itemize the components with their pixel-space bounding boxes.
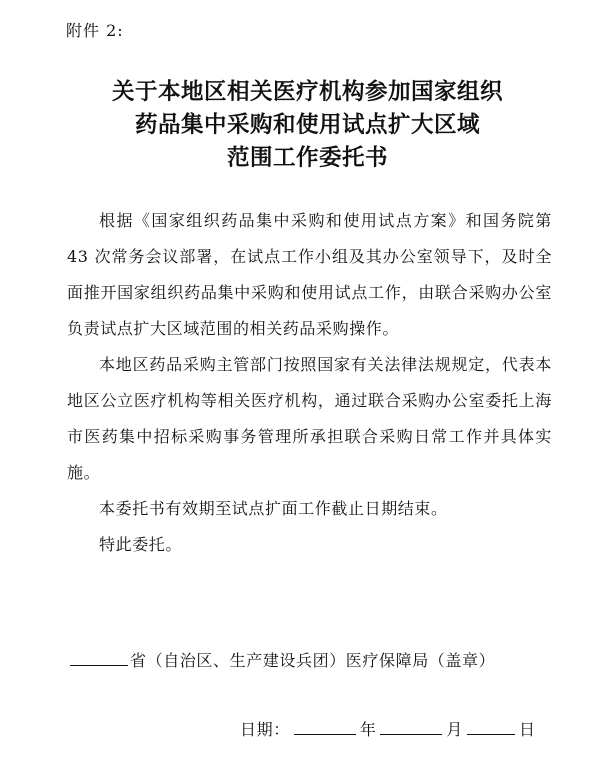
paragraph-authority: 本地区药品采购主管部门按照国家有关法律法规规定，代表本地区公立医疗机构等相关医疗机构，通过联合采购办公室委托上海市医药集中招标采购事务管理所承担联合采购日常工作并具体实施。 (67, 355, 552, 482)
province-blank (70, 651, 128, 666)
paragraph-validity: 本委托书有效期至试点扩面工作截止日期结束。 (99, 499, 448, 518)
month-label: 月 (446, 720, 464, 739)
day-blank (467, 720, 515, 735)
month-blank (380, 720, 442, 735)
title-line-3: 范围工作委托书 (226, 145, 388, 171)
date-line (240, 717, 536, 740)
year-blank (294, 720, 356, 735)
signature-text: 省（自治区、生产建设兵团）医疗保障局（盖章） (130, 651, 496, 670)
paragraph-basis: 根据《国家组织药品集中采购和使用试点方案》和国务院第 43 次常务会议部署，在试点工作小组及其办公室领导下，及时全面推开国家组织药品集中采购和使用试点工作，由联合采购办公室负责试点扩大区域范围的相关药品采购操作。 (67, 211, 552, 338)
title-line-2: 药品集中采购和使用试点扩大区域 (134, 112, 480, 138)
document-body (67, 203, 552, 563)
year-label: 年 (359, 720, 377, 739)
attachment-label: 附件 2: (66, 21, 124, 40)
document-title (40, 76, 575, 175)
paragraph-closing: 特此委托。 (99, 535, 183, 554)
date-label: 日期： (240, 720, 290, 739)
day-label: 日 (519, 720, 536, 739)
signature-line (70, 648, 495, 671)
title-line-1: 关于本地区相关医疗机构参加国家组织 (111, 79, 503, 105)
